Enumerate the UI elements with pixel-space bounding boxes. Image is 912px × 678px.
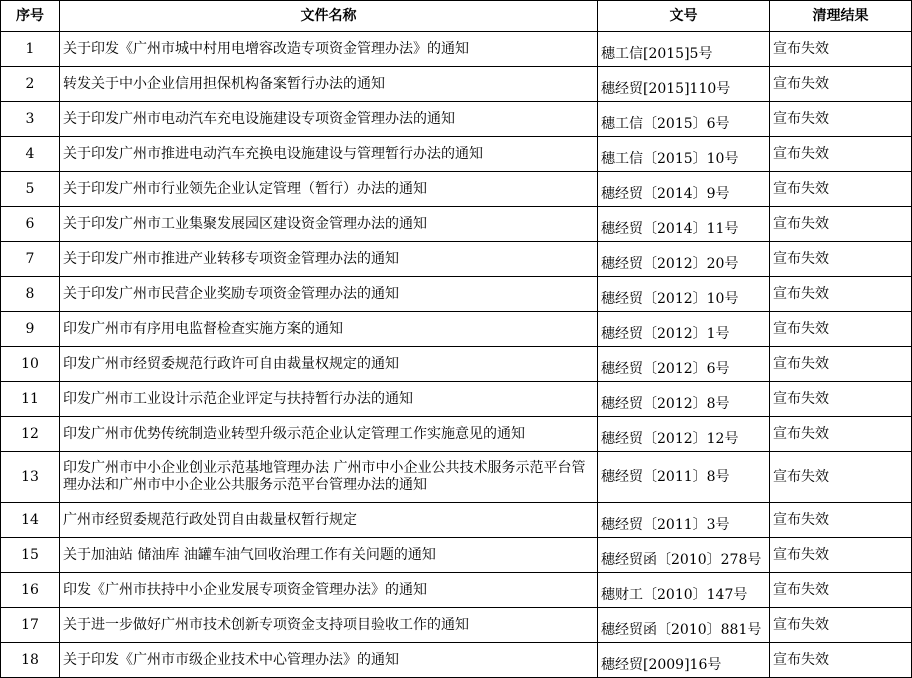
row-name: 关于进一步做好广州市技术创新专项资金支持项目验收工作的通知 <box>60 608 598 643</box>
row-docno: 穗经贸〔2012〕1号 <box>598 312 770 347</box>
row-result: 宣布失效 <box>770 538 912 573</box>
row-result: 宣布失效 <box>770 137 912 172</box>
header-docno: 文号 <box>598 1 770 32</box>
row-num: 5 <box>1 172 60 207</box>
row-name: 转发关于中小企业信用担保机构备案暂行办法的通知 <box>60 67 598 102</box>
row-docno: 穗经贸函〔2010〕881号 <box>598 608 770 643</box>
table-row <box>1 312 912 347</box>
table-row <box>1 417 912 452</box>
row-docno: 穗经贸〔2012〕6号 <box>598 347 770 382</box>
header-name: 文件名称 <box>60 1 598 32</box>
row-result: 宣布失效 <box>770 452 912 503</box>
row-num: 11 <box>1 382 60 417</box>
row-name: 关于印发《广州市城中村用电增容改造专项资金管理办法》的通知 <box>60 32 598 67</box>
table-row <box>1 207 912 242</box>
table-row <box>1 538 912 573</box>
row-docno: 穗经贸[2009]16号 <box>598 643 770 678</box>
table-row <box>1 503 912 538</box>
row-name: 关于印发广州市工业集聚发展园区建设资金管理办法的通知 <box>60 207 598 242</box>
table-row <box>1 277 912 312</box>
row-name: 印发广州市中小企业创业示范基地管理办法 广州市中小企业公共技术服务示范平台管理办法和广州市中小企业公共服务示范平台管理办法的通知 <box>60 452 598 503</box>
row-num: 12 <box>1 417 60 452</box>
header-num: 序号 <box>1 1 60 32</box>
row-docno: 穗经贸〔2014〕9号 <box>598 172 770 207</box>
row-name: 关于印发广州市推进电动汽车充换电设施建设与管理暂行办法的通知 <box>60 137 598 172</box>
row-num: 8 <box>1 277 60 312</box>
row-num: 2 <box>1 67 60 102</box>
row-name: 印发广州市经贸委规范行政许可自由裁量权规定的通知 <box>60 347 598 382</box>
row-docno: 穗工信〔2015〕10号 <box>598 137 770 172</box>
table-row <box>1 573 912 608</box>
row-docno: 穗经贸[2015]110号 <box>598 67 770 102</box>
row-num: 4 <box>1 137 60 172</box>
header-result: 清理结果 <box>770 1 912 32</box>
row-num: 9 <box>1 312 60 347</box>
row-name: 印发广州市有序用电监督检查实施方案的通知 <box>60 312 598 347</box>
table-row <box>1 67 912 102</box>
row-result: 宣布失效 <box>770 573 912 608</box>
row-name: 广州市经贸委规范行政处罚自由裁量权暂行规定 <box>60 503 598 538</box>
table-row <box>1 32 912 67</box>
row-num: 3 <box>1 102 60 137</box>
row-num: 14 <box>1 503 60 538</box>
row-num: 18 <box>1 643 60 678</box>
row-docno: 穗经贸〔2012〕12号 <box>598 417 770 452</box>
row-result: 宣布失效 <box>770 643 912 678</box>
row-num: 1 <box>1 32 60 67</box>
row-docno: 穗经贸〔2011〕8号 <box>598 452 770 503</box>
row-docno: 穗财工〔2010〕147号 <box>598 573 770 608</box>
row-result: 宣布失效 <box>770 347 912 382</box>
row-docno: 穗工信〔2015〕6号 <box>598 102 770 137</box>
row-docno: 穗经贸函〔2010〕278号 <box>598 538 770 573</box>
row-docno: 穗经贸〔2011〕3号 <box>598 503 770 538</box>
row-result: 宣布失效 <box>770 67 912 102</box>
row-result: 宣布失效 <box>770 242 912 277</box>
row-name: 印发《广州市扶持中小企业发展专项资金管理办法》的通知 <box>60 573 598 608</box>
row-name: 关于印发广州市行业领先企业认定管理（暂行）办法的通知 <box>60 172 598 207</box>
row-docno: 穗工信[2015]5号 <box>598 32 770 67</box>
row-num: 15 <box>1 538 60 573</box>
row-docno: 穗经贸〔2014〕11号 <box>598 207 770 242</box>
table-row <box>1 608 912 643</box>
row-result: 宣布失效 <box>770 102 912 137</box>
row-name: 关于印发广州市民营企业奖励专项资金管理办法的通知 <box>60 277 598 312</box>
row-docno: 穗经贸〔2012〕20号 <box>598 242 770 277</box>
row-num: 16 <box>1 573 60 608</box>
table-row <box>1 102 912 137</box>
row-result: 宣布失效 <box>770 608 912 643</box>
row-name: 印发广州市优势传统制造业转型升级示范企业认定管理工作实施意见的通知 <box>60 417 598 452</box>
row-docno: 穗经贸〔2012〕10号 <box>598 277 770 312</box>
row-num: 6 <box>1 207 60 242</box>
row-num: 13 <box>1 452 60 503</box>
row-num: 7 <box>1 242 60 277</box>
table-row <box>1 382 912 417</box>
row-result: 宣布失效 <box>770 207 912 242</box>
row-name: 关于印发广州市电动汽车充电设施建设专项资金管理办法的通知 <box>60 102 598 137</box>
row-result: 宣布失效 <box>770 382 912 417</box>
table-row <box>1 452 912 503</box>
table-row <box>1 347 912 382</box>
table-row <box>1 643 912 678</box>
table-row <box>1 242 912 277</box>
row-name: 关于印发《广州市市级企业技术中心管理办法》的通知 <box>60 643 598 678</box>
row-result: 宣布失效 <box>770 312 912 347</box>
row-name: 关于加油站 储油库 油罐车油气回收治理工作有关问题的通知 <box>60 538 598 573</box>
row-result: 宣布失效 <box>770 417 912 452</box>
header-row <box>1 1 912 32</box>
row-result: 宣布失效 <box>770 32 912 67</box>
row-name: 关于印发广州市推进产业转移专项资金管理办法的通知 <box>60 242 598 277</box>
row-result: 宣布失效 <box>770 172 912 207</box>
row-num: 10 <box>1 347 60 382</box>
table-row <box>1 172 912 207</box>
row-docno: 穗经贸〔2012〕8号 <box>598 382 770 417</box>
row-result: 宣布失效 <box>770 277 912 312</box>
row-name: 印发广州市工业设计示范企业评定与扶持暂行办法的通知 <box>60 382 598 417</box>
row-num: 17 <box>1 608 60 643</box>
row-result: 宣布失效 <box>770 503 912 538</box>
table-row <box>1 137 912 172</box>
